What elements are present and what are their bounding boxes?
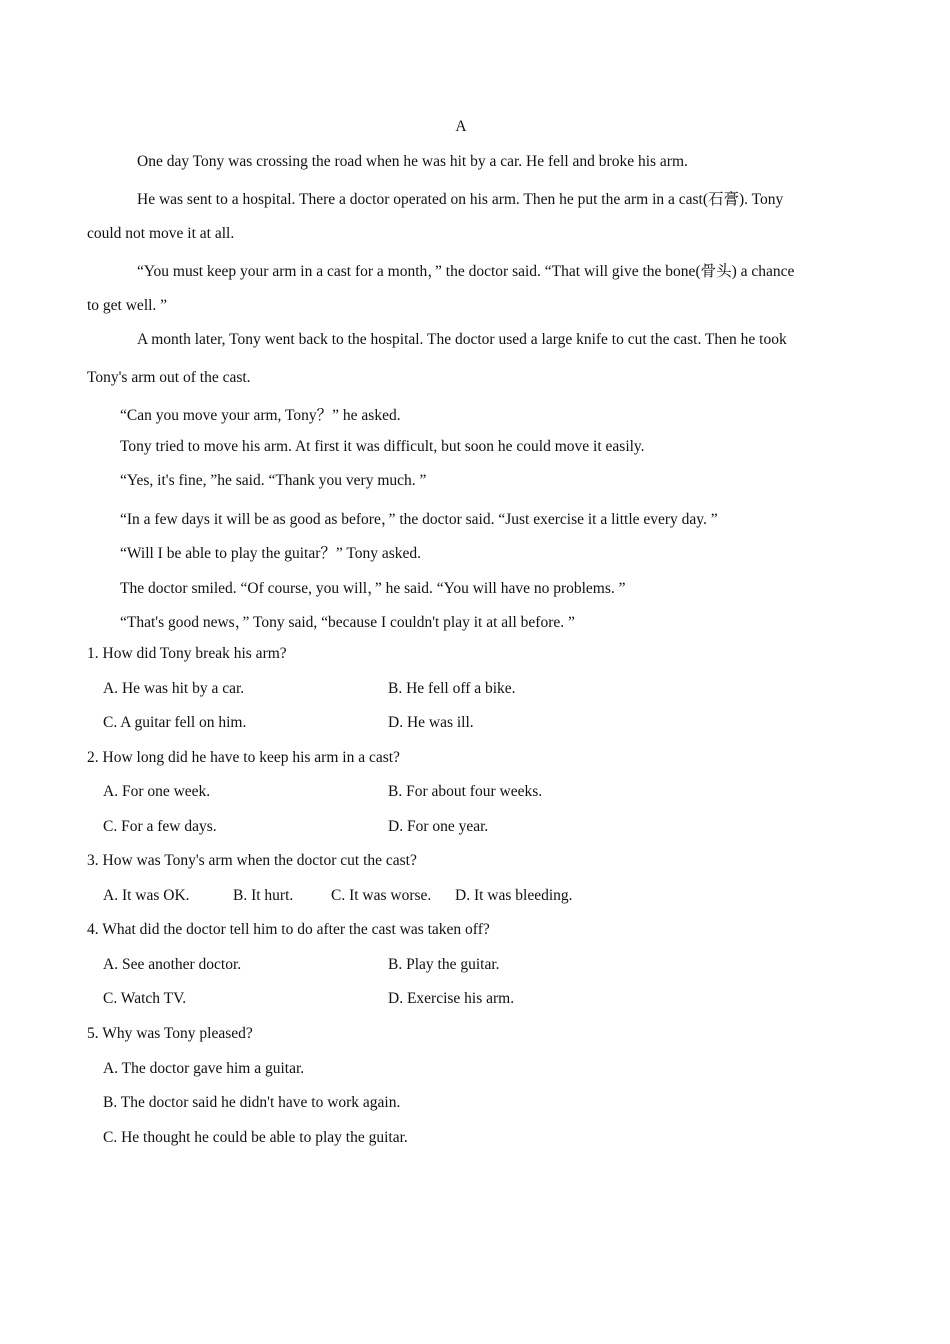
- passage-line: He was sent to a hospital. There a doctor operated on his arm. Then he put the arm in a cast(石膏). Tony: [137, 191, 784, 208]
- question-4-option-c: C. Watch TV.: [103, 990, 187, 1007]
- question-3-stem: 3. How was Tony's arm when the doctor cut the cast?: [87, 852, 417, 869]
- question-4-option-b: B. Play the guitar.: [388, 956, 500, 973]
- passage-line: “In a few days it will be as good as before，” the doctor said. “Just exercise it a little every day. ”: [120, 511, 718, 528]
- passage-line: to get well. ”: [87, 297, 168, 314]
- question-1-option-c: C. A guitar fell on him.: [103, 714, 247, 731]
- passage-line: Tony tried to move his arm. At first it was difficult, but soon he could move it easily.: [120, 438, 645, 455]
- passage-line: “Can you move your arm, Tony？” he asked.: [120, 407, 401, 424]
- question-4-stem: 4. What did the doctor tell him to do after the cast was taken off?: [87, 921, 490, 938]
- question-3-option-a: A. It was OK.: [103, 887, 190, 904]
- question-2-option-d: D. For one year.: [388, 818, 489, 835]
- section-label: A: [455, 118, 467, 135]
- question-2-option-b: B. For about four weeks.: [388, 783, 543, 800]
- passage-line: The doctor smiled. “Of course, you will，” he said. “You will have no problems. ”: [120, 580, 626, 597]
- passage-line: could not move it at all.: [87, 225, 235, 242]
- question-3-option-b: B. It hurt.: [233, 887, 294, 904]
- question-5-option-a: A. The doctor gave him a guitar.: [103, 1060, 305, 1077]
- question-2-stem: 2. How long did he have to keep his arm in a cast?: [87, 749, 400, 766]
- question-1-option-b: B. He fell off a bike.: [388, 680, 516, 697]
- passage-line: “Yes, it's fine, ”he said. “Thank you very much. ”: [120, 472, 427, 489]
- question-1-option-d: D. He was ill.: [388, 714, 474, 731]
- question-3-option-c: C. It was worse.: [331, 887, 432, 904]
- passage-line: “Will I be able to play the guitar？” Tony asked.: [120, 545, 422, 562]
- question-2-option-c: C. For a few days.: [103, 818, 217, 835]
- question-2-option-a: A. For one week.: [103, 783, 211, 800]
- question-3-option-d: D. It was bleeding.: [455, 887, 573, 904]
- question-4-option-d: D. Exercise his arm.: [388, 990, 515, 1007]
- question-5-stem: 5. Why was Tony pleased?: [87, 1025, 253, 1042]
- passage-line: “That's good news，” Tony said, “because I couldn't play it at all before. ”: [120, 614, 575, 631]
- question-1-option-a: A. He was hit by a car.: [103, 680, 245, 697]
- passage-line: A month later, Tony went back to the hospital. The doctor used a large knife to cut the cast. Then he took: [137, 331, 787, 348]
- passage-line: Tony's arm out of the cast.: [87, 369, 251, 386]
- passage-line: “You must keep your arm in a cast for a month，” the doctor said. “That will give the bone(骨头) a chance: [137, 263, 795, 280]
- question-5-option-b: B. The doctor said he didn't have to work again.: [103, 1094, 401, 1111]
- passage-line: One day Tony was crossing the road when he was hit by a car. He fell and broke his arm.: [137, 153, 688, 170]
- question-1-stem: 1. How did Tony break his arm?: [87, 645, 287, 662]
- question-4-option-a: A. See another doctor.: [103, 956, 242, 973]
- question-3-options: [103, 887, 573, 905]
- question-5-option-c: C. He thought he could be able to play the guitar.: [103, 1129, 408, 1146]
